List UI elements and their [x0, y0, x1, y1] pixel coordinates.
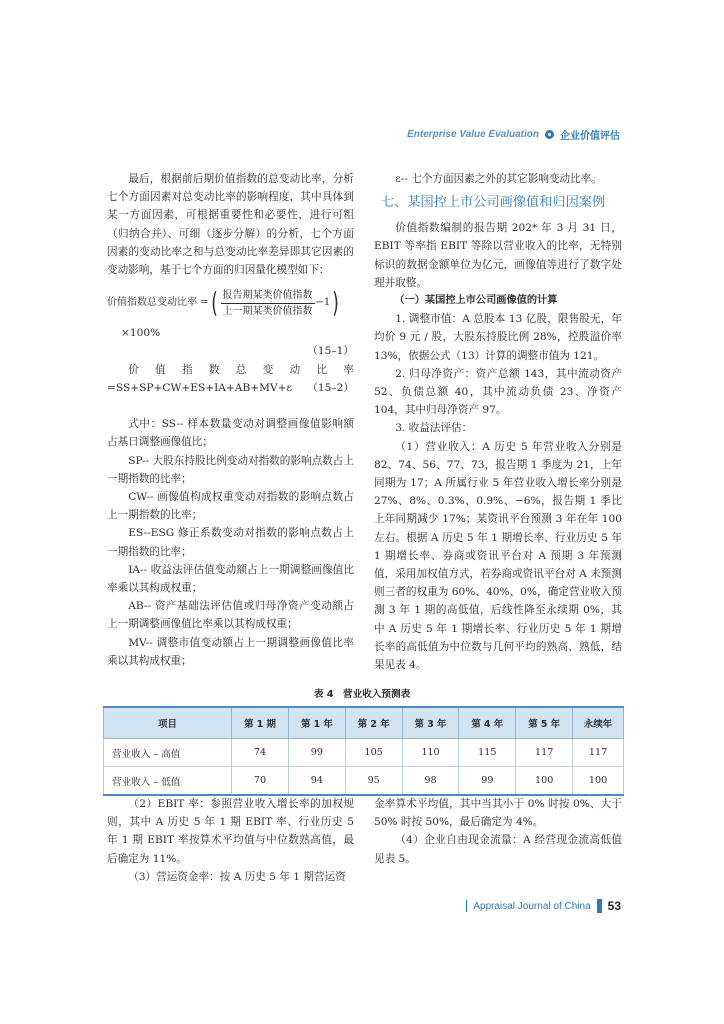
header-chinese: 企业价值评估	[560, 131, 620, 142]
table-header-cell: 第 3 年	[402, 707, 459, 739]
paragraph-working-capital: （3）营运资金率：按 A 历史 5 年 1 期营运资	[128, 870, 346, 883]
table-cell: 110	[402, 739, 459, 767]
table-header-cell: 项目	[104, 707, 232, 739]
paragraph-working-capital-cont: 金率算术平均值，其中当其小于 0% 时按 0%、大于 50% 时按 50%，最后确定为 4%。	[374, 798, 622, 829]
formula-minus-one: −1	[315, 297, 331, 309]
paragraph-ebit-rate: （2）EBIT 率：参照营业收入增长率的加权规则，其中 A 历史 5 年 1 期 EBIT 率、行业历史 5 年 1 期 EBIT 率按算术平均值与中位数熟高值，最后确定为 11%。	[107, 798, 354, 865]
running-header	[407, 127, 620, 142]
journal-name: Appraisal Journal of China	[473, 900, 591, 912]
subsection-title: （一）某国控上市公司画像值的计算	[394, 295, 558, 307]
equation-number-1: （15–1）	[307, 345, 354, 358]
section-title: 七、某国控上市公司画像值和归因案例	[381, 195, 606, 211]
table-cell: 营业收入 – 低值	[104, 767, 232, 796]
table-cell: 99	[288, 739, 345, 767]
right-column	[374, 170, 622, 674]
table-cell: 105	[345, 739, 402, 767]
table-cell: 98	[402, 767, 459, 796]
table-header-cell: 第 5 年	[516, 707, 573, 739]
item-revenue: （1）营业收入：A 历史 5 年营业收入分别是 82、74、56、77、73，报告期 1 季度为 21，上年同期为 17；A 所属行业 5 年营业收入增长率分别是 27%、8%、0.3%、0.9%、−6%，报告期 1 季比上年同期减少 17%；某资讯平台预测 3 年在年 100 左右。根据 A 历史 5 年 1 期增长率、行业历史 5 年 1 期增长率、券商或资讯平台对 A 预期 3 年预测值，采用加权值方式，若券商或资讯平台对 A 未预测则三者的权重为 60%、40%、0%，确定营业收入预测 3 年 1 期的高低值，后线性降至永续期 0%，其中 A 历史 5 年 1 期增长率、行业历史 5 年 1 期增长率的高低值为中位数与几何平均的熟高、熟低，结果见表 4。	[374, 440, 622, 672]
definition-ia: IA-- 收益法评估值变动额占上一期调整画像值比率乘以其构成权重；	[107, 563, 354, 595]
fraction-numerator: 报告期某类价值指数	[221, 288, 315, 304]
table-cell: 115	[459, 739, 516, 767]
table-header-cell: 第 1 年	[288, 707, 345, 739]
table-cell: 100	[516, 767, 573, 796]
equation-number-2: （15–2）	[307, 382, 354, 395]
formula-15-1	[107, 282, 354, 324]
formula-15-2: 价值指数总变动比率 =SS+SP+CW+ES+IA+AB+MV+ε	[107, 363, 354, 394]
table-cell: 117	[573, 739, 624, 767]
header-english: Enterprise Value Evaluation	[407, 129, 539, 140]
definition-es: ES--ESG 修正系数变动对指数的影响点数占上一期指数的比率；	[107, 527, 354, 558]
left-column	[107, 170, 354, 670]
item-adjusted-market-value: 1. 调整市值：A 总股本 13 亿股，限售股无，年均价 9 元 / 股，大股东持股比例 28%，控股溢价率 13%，依据公式（13）计算的调整市值为 121。	[374, 313, 622, 362]
footer-bar-icon	[597, 899, 602, 913]
left-paren-icon: (	[210, 286, 218, 320]
formula-lhs: 价值指数总变动比率 =	[107, 297, 209, 309]
table-header-cell: 永续年	[573, 707, 624, 739]
table-row	[104, 767, 624, 796]
definition-sp: SP-- 大股东持股比例变动对指数的影响点数占上一期指数的比率；	[107, 454, 354, 485]
table-cell: 70	[232, 767, 289, 796]
definition-cw: CW-- 画像值构成权重变动对指数的影响点数占上一期指数的比率；	[107, 491, 354, 522]
table-header-row	[104, 707, 624, 739]
definition-ab: AB-- 资产基础法评估值或归母净资产变动额占上一期调整画像值比率乘以其构成权重；	[107, 600, 354, 631]
right-paren-icon: )	[332, 286, 339, 320]
table-cell: 营业收入 – 高值	[104, 739, 232, 767]
intro-paragraph: 最后，根据前后期价值指数的总变动比率，分析七个方面因素对总变动比率的影响程度，其中具体到某一方面因素，可根据重要性和必要性，进行可粗（归纳合并）、可细（逐步分解）的分析，七个方面因素的变动比率之和与总变动比率差异即其它因素的变动影响，基于七个方面的归因量化模型如下：	[107, 173, 354, 277]
bottom-right-column	[374, 795, 622, 868]
table-cell: 100	[573, 767, 624, 796]
paragraph-free-cash-flow: （4）企业自由现金流量：A 经营现金流高低值见表 5。	[374, 834, 622, 865]
item-net-assets: 2. 归母净资产：资产总额 143，其中流动资产 52、负债总额 40，其中流动负债 23、净资产 104，其中归母净资产 97。	[374, 367, 622, 417]
section-intro: 价值指数编制的报告期 202* 年 3 月 31 日，EBIT 等率指 EBIT 等除以营业收入的比率，无特别标识的数据金额单位为亿元，画像值等进行了数字处理并取整。	[374, 222, 622, 289]
page-number: 53	[607, 899, 621, 913]
table-header-cell: 第 2 年	[345, 707, 402, 739]
footer-divider	[466, 900, 467, 912]
item-income-approach: 3. 收益法评估：	[395, 422, 473, 435]
table-cell: 95	[345, 767, 402, 796]
formula-times: ×100%	[121, 327, 161, 340]
table-cell: 117	[516, 739, 573, 767]
table-header-cell: 第 4 年	[459, 707, 516, 739]
table-cell: 99	[459, 767, 516, 796]
table-caption: 表 4 营业收入预测表	[313, 689, 411, 700]
page-footer	[466, 899, 621, 913]
table-cell: 94	[288, 767, 345, 796]
formula-fraction	[221, 288, 315, 319]
table-cell: 74	[232, 739, 289, 767]
definition-ss: 式中：SS-- 样本数量变动对调整画像值影响额占基日调整画像值比；	[107, 418, 354, 449]
table-row	[104, 739, 624, 767]
table-header-cell: 第 1 期	[232, 707, 289, 739]
definition-epsilon: ε-- 七个方面因素之外的其它影响变动比率。	[395, 173, 602, 185]
fraction-denominator: 上一期某类价值指数	[222, 305, 313, 317]
revenue-forecast-table	[103, 706, 624, 796]
definition-mv: MV-- 调整市值变动额占上一期调整画像值比率乘以其构成权重；	[107, 636, 354, 667]
circle-bullet-icon	[545, 130, 554, 139]
bottom-left-column	[107, 795, 354, 886]
